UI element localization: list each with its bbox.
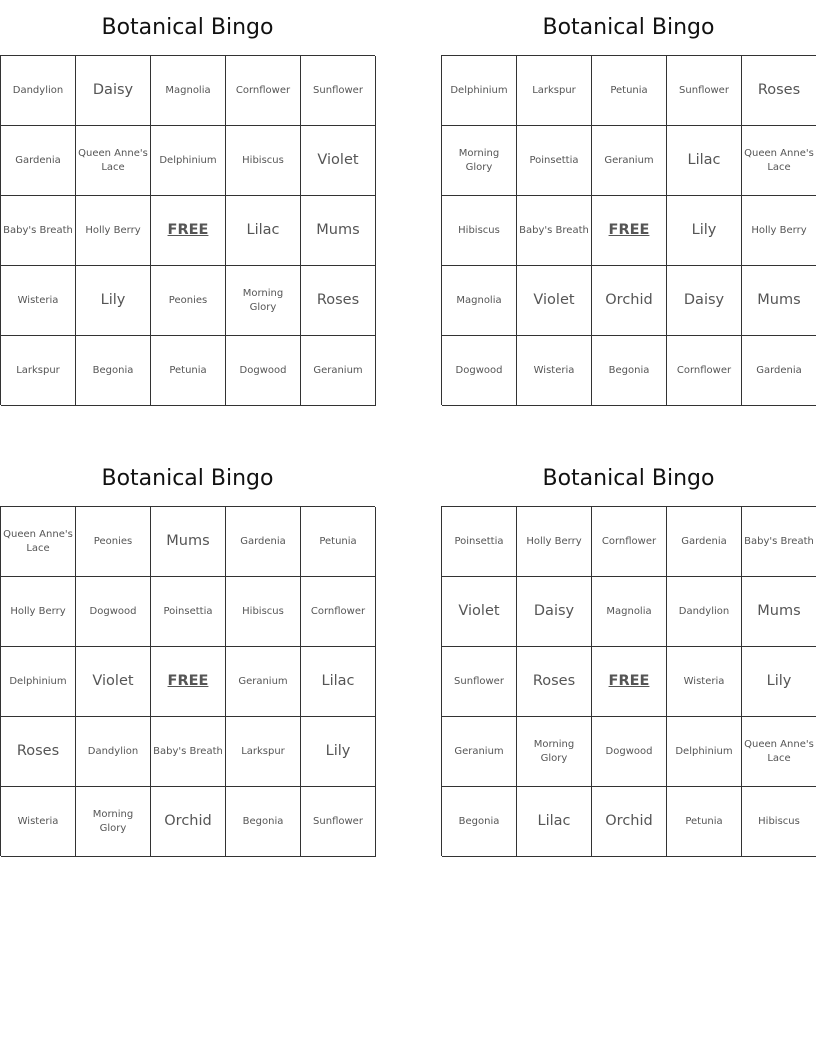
bingo-cell: Morning Glory [442,126,517,196]
bingo-grid [441,506,816,856]
bingo-cell: Gardenia [226,507,301,577]
bingo-cell: Holly Berry [76,196,151,266]
bingo-cell: Lilac [226,196,301,266]
bingo-cell: Delphinium [1,647,76,717]
bingo-cell: Geranium [226,647,301,717]
bingo-cell: Dandylion [667,577,742,647]
bingo-card-1 [0,0,375,405]
bingo-cell: Sunflower [301,787,376,857]
bingo-cell: Lily [301,717,376,787]
bingo-cell: Mums [742,577,816,647]
bingo-cell: Magnolia [151,56,226,126]
bingo-cell: Dogwood [442,336,517,406]
bingo-cell: Lilac [667,126,742,196]
bingo-cell: Magnolia [442,266,517,336]
bingo-cell: Mums [151,507,226,577]
bingo-cell: Cornflower [301,577,376,647]
bingo-cell: Daisy [667,266,742,336]
bingo-cell: Magnolia [592,577,667,647]
bingo-cell: Dogwood [76,577,151,647]
bingo-cell: Delphinium [667,717,742,787]
bingo-cell: Holly Berry [517,507,592,577]
bingo-cell: Baby's Breath [517,196,592,266]
bingo-cell: Baby's Breath [742,507,816,577]
bingo-cell: Morning Glory [76,787,151,857]
card-title: Botanical Bingo [542,466,715,491]
bingo-cell: Poinsettia [151,577,226,647]
bingo-cell: Geranium [592,126,667,196]
bingo-cell: Baby's Breath [1,196,76,266]
bingo-cell: Roses [517,647,592,717]
bingo-cell: Baby's Breath [151,717,226,787]
bingo-cell: Roses [301,266,376,336]
bingo-cell: Begonia [76,336,151,406]
bingo-cell: Queen Anne's Lace [76,126,151,196]
free-space-cell: FREE [151,196,226,266]
bingo-cell: Violet [442,577,517,647]
bingo-cell: Hibiscus [226,126,301,196]
bingo-cell: Daisy [76,56,151,126]
bingo-card-3 [0,451,375,856]
bingo-cell: Lilac [301,647,376,717]
free-space-cell: FREE [592,647,667,717]
bingo-cell: Mums [301,196,376,266]
bingo-cell: Petunia [301,507,376,577]
bingo-cell: Hibiscus [226,577,301,647]
bingo-cell: Peonies [76,507,151,577]
bingo-cell: Violet [76,647,151,717]
bingo-cell: Larkspur [517,56,592,126]
bingo-cell: Cornflower [592,507,667,577]
bingo-grid [441,55,816,405]
bingo-cell: Cornflower [226,56,301,126]
bingo-cell: Hibiscus [442,196,517,266]
free-space-cell: FREE [151,647,226,717]
bingo-cell: Sunflower [442,647,517,717]
bingo-cell: Gardenia [667,507,742,577]
bingo-cell: Poinsettia [517,126,592,196]
bingo-cell: Petunia [151,336,226,406]
bingo-cell: Sunflower [301,56,376,126]
bingo-cell: Roses [742,56,816,126]
bingo-cell: Begonia [442,787,517,857]
bingo-cell: Orchid [592,266,667,336]
bingo-cell: Daisy [517,577,592,647]
bingo-cell: Petunia [592,56,667,126]
bingo-cell: Holly Berry [742,196,816,266]
card-title: Botanical Bingo [101,15,274,40]
free-space-cell: FREE [592,196,667,266]
bingo-cell: Dogwood [226,336,301,406]
bingo-cell: Lily [667,196,742,266]
bingo-cell: Queen Anne's Lace [742,126,816,196]
bingo-cell: Wisteria [667,647,742,717]
bingo-cell: Peonies [151,266,226,336]
bingo-cell: Mums [742,266,816,336]
bingo-card-2 [441,0,816,405]
bingo-cell: Dandylion [1,56,76,126]
bingo-cell: Wisteria [1,266,76,336]
bingo-cell: Dogwood [592,717,667,787]
bingo-cell: Gardenia [1,126,76,196]
bingo-cell: Larkspur [226,717,301,787]
bingo-cell: Begonia [592,336,667,406]
bingo-cell: Lily [76,266,151,336]
bingo-cell: Morning Glory [226,266,301,336]
bingo-cell: Poinsettia [442,507,517,577]
bingo-cell: Violet [301,126,376,196]
bingo-cell: Orchid [151,787,226,857]
bingo-cell: Morning Glory [517,717,592,787]
bingo-cell: Lilac [517,787,592,857]
bingo-cell: Hibiscus [742,787,816,857]
bingo-cell: Orchid [592,787,667,857]
card-title: Botanical Bingo [101,466,274,491]
bingo-cell: Delphinium [151,126,226,196]
bingo-cell: Larkspur [1,336,76,406]
bingo-cell: Queen Anne's Lace [1,507,76,577]
bingo-cell: Queen Anne's Lace [742,717,816,787]
bingo-cell: Holly Berry [1,577,76,647]
bingo-cell: Cornflower [667,336,742,406]
bingo-cell: Roses [1,717,76,787]
bingo-cell: Dandylion [76,717,151,787]
bingo-cell: Gardenia [742,336,816,406]
bingo-cell: Violet [517,266,592,336]
card-title: Botanical Bingo [542,15,715,40]
bingo-cell: Geranium [442,717,517,787]
bingo-cell: Wisteria [517,336,592,406]
bingo-grid [0,506,375,856]
bingo-grid [0,55,375,405]
bingo-cell: Wisteria [1,787,76,857]
bingo-card-4 [441,451,816,856]
bingo-cell: Petunia [667,787,742,857]
bingo-cell: Sunflower [667,56,742,126]
bingo-cell: Delphinium [442,56,517,126]
bingo-cell: Begonia [226,787,301,857]
bingo-cell: Geranium [301,336,376,406]
bingo-cell: Lily [742,647,816,717]
